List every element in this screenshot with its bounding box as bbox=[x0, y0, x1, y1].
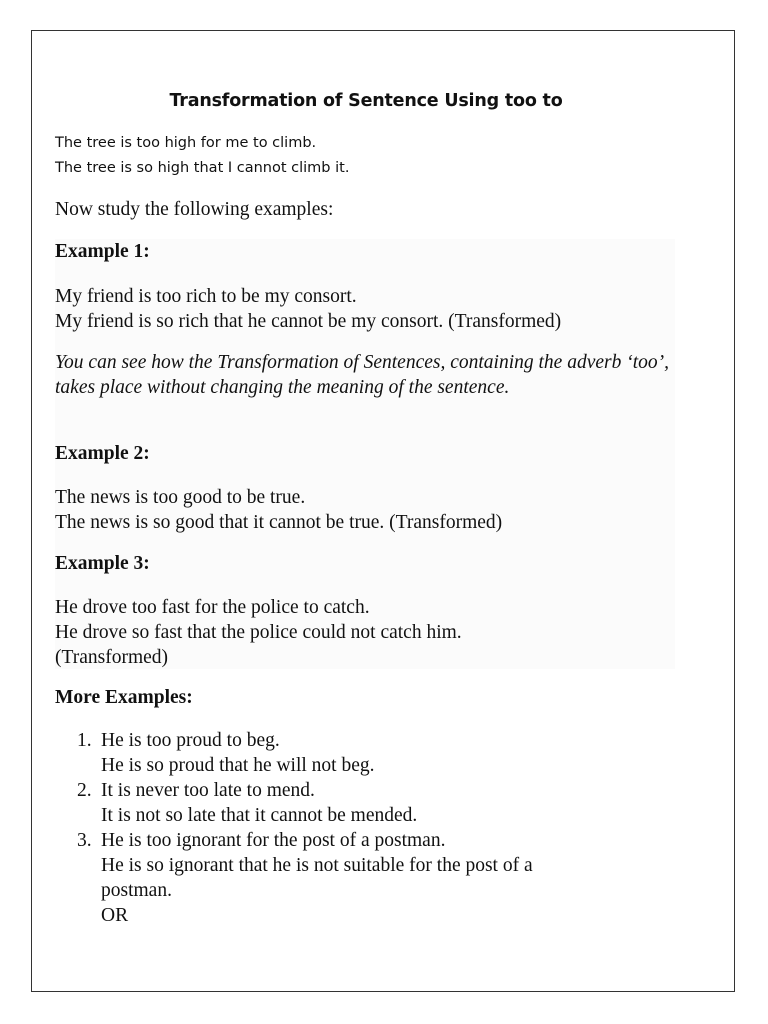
example-2-sentences bbox=[55, 485, 502, 535]
list-item-number: 1. bbox=[77, 730, 92, 751]
list-item bbox=[55, 778, 675, 828]
list-item-line-2: He is so proud that he will not beg. bbox=[101, 755, 375, 776]
intro-sentences bbox=[55, 131, 349, 181]
page-title: Transformation of Sentence Using too to bbox=[169, 91, 563, 111]
list-item-number: 3. bbox=[77, 830, 92, 851]
example-2-line-2: The news is so good that it cannot be true. (Transformed) bbox=[55, 512, 503, 533]
example-3-sentences bbox=[55, 595, 462, 670]
example-3-line-1: He drove too fast for the police to catch. bbox=[55, 597, 370, 618]
list-item-number: 2. bbox=[77, 780, 92, 801]
intro-line-1: The tree is too high for me to climb. bbox=[55, 135, 317, 151]
more-examples-list bbox=[55, 728, 675, 928]
list-item bbox=[55, 728, 675, 778]
list-item-line-1: He is too proud to beg. bbox=[101, 730, 280, 751]
example-3-line-3: (Transformed) bbox=[55, 647, 169, 668]
example-1-line-1: My friend is too rich to be my consort. bbox=[55, 286, 357, 307]
example-1-sentences bbox=[55, 284, 561, 334]
example-2-heading: Example 2: bbox=[55, 443, 150, 464]
document-page bbox=[31, 30, 735, 992]
examples-panel bbox=[55, 239, 675, 669]
list-item-line-2: He is so ignorant that he is not suitable for the post of a bbox=[101, 855, 533, 876]
intro-line-2: The tree is so high that I cannot climb it. bbox=[55, 160, 350, 176]
explanation-note: You can see how the Transformation of Sentences, containing the adverb ‘too’, takes place without changing the meaning of the sentence. bbox=[55, 352, 670, 398]
example-2-line-1: The news is too good to be true. bbox=[55, 487, 306, 508]
study-line: Now study the following examples: bbox=[55, 199, 334, 220]
list-item-line-2: It is not so late that it cannot be mended. bbox=[101, 805, 418, 826]
list-item-line-3: postman. bbox=[101, 880, 172, 901]
more-examples-heading: More Examples: bbox=[55, 687, 193, 708]
list-item-line-1: He is too ignorant for the post of a postman. bbox=[101, 830, 446, 851]
list-item bbox=[55, 828, 675, 928]
example-3-line-2: He drove so fast that the police could not catch him. bbox=[55, 622, 462, 643]
list-item-line-1: It is never too late to mend. bbox=[101, 780, 315, 801]
list-item-line-4: OR bbox=[101, 905, 129, 926]
example-3-heading: Example 3: bbox=[55, 553, 150, 574]
example-1-line-2: My friend is so rich that he cannot be my consort. (Transformed) bbox=[55, 311, 562, 332]
example-1-heading: Example 1: bbox=[55, 241, 150, 262]
